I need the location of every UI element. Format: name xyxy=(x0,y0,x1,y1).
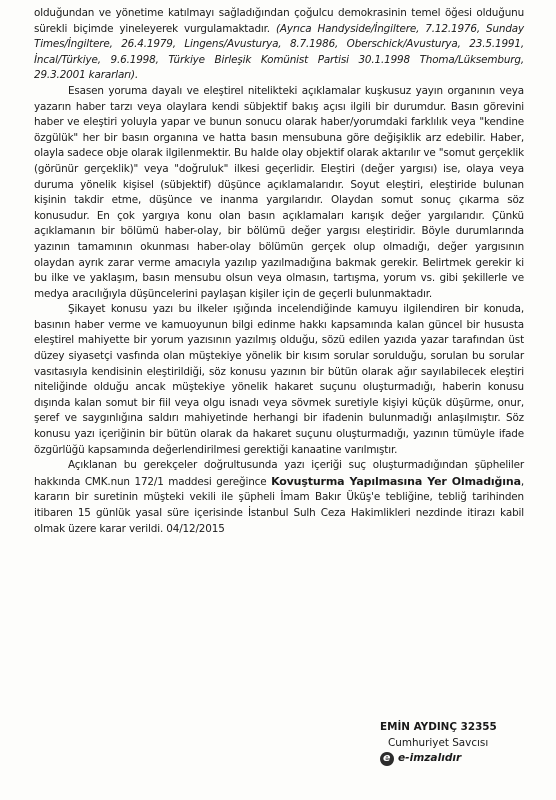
paragraph-4-text-a: Açıklanan bu gerekçeler doğrultusunda yazı içeriği suç oluşturmadığından şüpheliler hakkında CMK.nun 172/1 maddesi gereğince xyxy=(34,459,524,488)
signature-block xyxy=(380,720,497,767)
paragraph-4 xyxy=(34,458,524,537)
e-signature-icon xyxy=(380,752,394,766)
paragraph-1 xyxy=(34,6,524,84)
prosecutor-name: EMİN AYDINÇ 32355 xyxy=(380,721,497,733)
paragraph-4-text-b: , kararın bir suretinin müşteki vekili ile şüpheli İmam Bakır Üküş'e tebliğine, tebliğ tarihinden itibaren 15 günlük yasal süre içerisinde İstanbul Sulh Ceza Hakimlikleri nezdinde itirazı kabil olmak üzere karar verildi. 04/12/2015 xyxy=(34,475,524,535)
paragraph-1-citation: (Ayrıca Handyside/İngiltere, 7.12.1976, Sunday Times/İngiltere, 26.4.1979, Lingens/Avusturya, 8.7.1986, Oberschick/Avusturya, 23.5.1991, İncal/Türkiye, 9.6.1998, Türkiye Birleşik Komünist Partisi 30.1.1998 Thoma/Lüksemburg, 29.3.2001 kararları). xyxy=(34,22,524,82)
prosecutor-title: Cumhuriyet Savcısı xyxy=(388,736,489,749)
e-signature xyxy=(380,751,497,767)
paragraph-1-text: olduğundan ve yönetime katılmayı sağladığından çoğulcu demokrasinin temel öğesi olduğunu sürekli biçimde yineleyerek vurgulamaktadır. xyxy=(34,7,524,35)
e-signature-label: e-imzalıdır xyxy=(398,752,462,765)
decision-bold-text: Kovuşturma Yapılmasına Yer Olmadığına xyxy=(271,474,521,488)
paragraph-2: Esasen yoruma dayalı ve eleştirel nitelikteki açıklamalar kuşkusuz yayın organının veya yazarın haber tarzı veya olaylara kendi sübjektif bakış açısı ilgili bir durumdur. Basın görevini haber ve eleştiri yoluyla yapar ve bunun sonucu olarak haber/yorumdaki farklılık veya "kendine özgülük" her bir basın organına ve hatta basın mensubuna göre değişiklik arz edebilir. Haber, olayla sadece obje olarak ilgilenmektir. Bu halde olay objektif olarak aktarılır ve "somut gerçeklik (görünür gerçeklik)" veya "doğruluk" ilkesi geçerlidir. Eleştiri (değer yargısı) ise, olaya veya duruma yönelik kişisel (sübjektif) düşünce açıklamalarıdır. Soyut eleştiri, eleştiride bulunan kişinin takdir etme, düşünce ve inanma yargılarıdır. Olaydan somut sonuç çıkarma söz konusudur. En çok yargıya konu olan basın açıklamaları karışık değer yargılarıdır. Çünkü açıklamanın bir bölümü haber-olay, bir bölümü değer yargısı eleştiridir. Böyle durumlarında yazının tamamının okunması haber-olay bölümün gerçek olup olmadığı, değer yargısının olaydan ayrık zarar verme amacıyla yazılıp yazılmadığına bakmak gerekir. Belirtmek gerekir ki bu ilke ve yaklaşım, basın mensubu olsun veya olmasın, tartışma, yorum vs. gibi şekillerle ve medya aracılığıyla düşüncelerini paylaşan kişiler için de geçerli bulunmaktadır. xyxy=(34,84,524,300)
paragraph-3: Şikayet konusu yazı bu ilkeler ışığında incelendiğinde kamuyu ilgilendiren bir konuda, basının haber verme ve kamuoyunun bilgi edinme hakkı kapsamında kalan güncel bir hususta eleştirel mahiyette bir yorum yazısının yazılmış olduğu, sözü edilen yazıda yazar tarafından üst düzey siyasetçi vasfında olan müştekiye yönelik bir kısım sorular sorulduğu, sorulan bu sorular vasıtasıyla kendisinin eleştirildiği, söz konusu yazının bir bütün olarak ağır sayılabilecek eleştiri niteliğinde olduğu ancak müştekiye yönelik hakaret suçunu oluşturmadığı, haberin konusu dışında kalan somut bir fiil veya olgu isnadı veya sövmek suretiyle kişiyi küçük düşürme, onur, şeref ve saygınlığına saldırı mahiyetinde herhangi bir ifadenin bulunmadığı anlaşılmıştır. Söz konusu yazı içeriğinin bir bütün olarak da hakaret suçunu oluşturmadığı, yazının tümüyle ifade özgürlüğü kapsamında değerlendirilmesi gerektiği kanaatine varılmıştır. xyxy=(34,303,524,456)
